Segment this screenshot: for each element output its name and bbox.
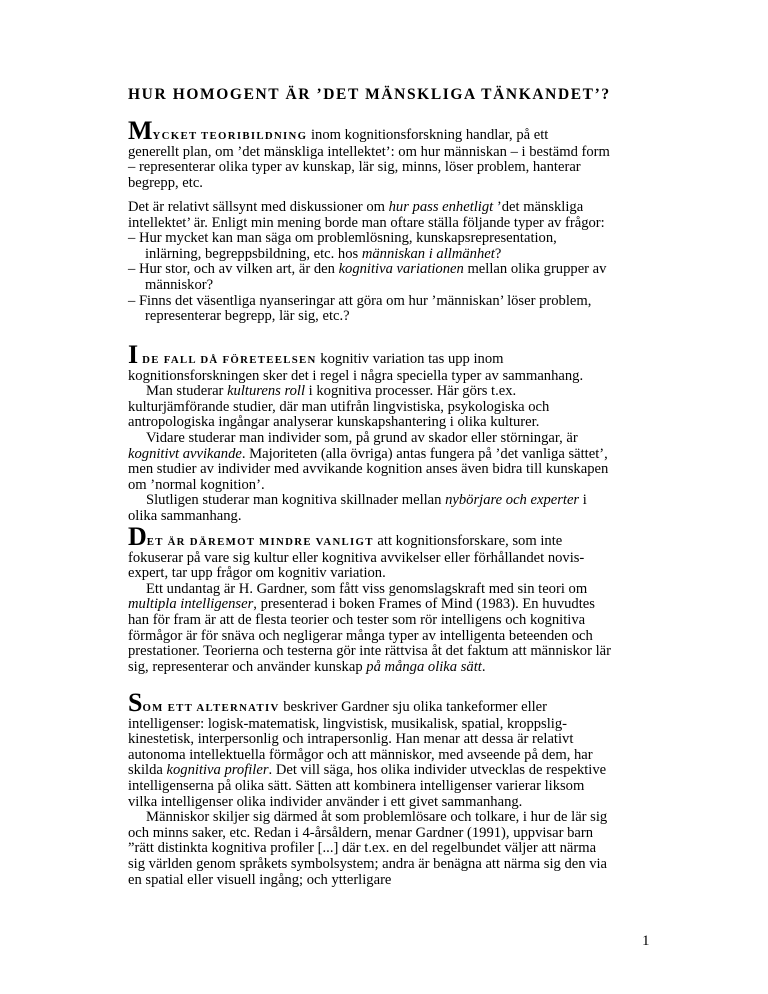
paragraph — [128, 200, 616, 231]
emphasis: nybörjare och experter — [445, 492, 580, 509]
drop-initial: D — [128, 522, 147, 551]
list-item — [128, 231, 616, 262]
section-2 — [128, 340, 616, 525]
paragraph: generellt plan, om ’det mänskliga intellektet’: om hur människan – i bestämd form – representerar olika typer av kunskap, lär sig, minns, löser problem, hanterar begrepp, etc. — [128, 143, 610, 191]
text: i kognitiva processer. Här görs t.ex. kulturjämförande studier, där man utifrån lingvistiska, psykologiska och antropologiska ingångar analyserar kunskapshantering i olika kulturer. — [128, 383, 550, 431]
emphasis: människan i allmänhet — [361, 245, 495, 262]
lead-text: kognitiv variation tas upp inom — [316, 351, 504, 367]
emphasis: multipla intelligenser — [128, 596, 254, 613]
smallcaps-lead: OM ETT ALTERNATIV — [142, 702, 280, 714]
section-3 — [128, 522, 616, 675]
text: . Majoriteten (alla övriga) antas fungera på ’det vanliga sättet’, men studier av individer med avvikande kognition anses även bidra till kunskapen om ’normal kognition’. — [128, 445, 609, 493]
smallcaps-lead: DE FALL DÅ FÖRETEELSEN — [138, 354, 317, 366]
section-1 — [128, 116, 616, 191]
smallcaps-lead: ET ÄR DÄREMOT MINDRE VANLIGT — [146, 536, 374, 548]
paragraph — [128, 717, 616, 811]
section-1-lead — [128, 116, 616, 145]
emphasis: kognitiva profiler — [166, 762, 269, 779]
list-item: – Finns det väsentliga nyanseringar att göra om hur ’människan’ löser problem, representerar begrepp, lär sig, etc.? — [128, 292, 592, 325]
drop-initial: I — [128, 340, 139, 369]
section-questions — [128, 200, 616, 325]
emphasis: kognitiva variationen — [338, 261, 464, 278]
emphasis: kognitivt avvikande — [128, 445, 242, 462]
text: mellan olika grupper av människor? — [145, 261, 607, 293]
paragraph — [128, 493, 616, 524]
paragraph: Människor skiljer sig därmed åt som problemlösare och tolkare, i hur de lär sig och minns saker, etc. Redan i 4-årsåldern, menar Gardner (1991), uppvisar barn ”rätt distinkta kognitiva profiler [...] där t.ex. en del regelbundet väljer att närma sig världen genom språkets symbolsystem; andra är benägna att närma sig den via en spatial eller visuell ingång; och ytterligare — [128, 809, 608, 888]
drop-initial: S — [128, 688, 143, 717]
text: ’det mänskliga intellektet’ är. Enligt min mening borde man oftare ställa följande typer av frågor: — [128, 199, 605, 231]
paragraph — [128, 384, 616, 431]
emphasis: kulturens roll — [227, 383, 306, 400]
text: ? — [494, 245, 502, 262]
lead-text: beskriver Gardner sju olika tankeformer eller — [279, 699, 548, 715]
text: Det är relativt sällsynt med diskussioner om — [128, 199, 389, 215]
text: i olika sammanhang. — [128, 492, 587, 524]
question-list — [128, 231, 616, 325]
paragraph: fokuserar på vare sig kultur eller kognitiva avvikelser eller förhållandet novis-expert, tar upp frågor om kognitiv variation. — [128, 549, 585, 582]
emphasis: på många olika sätt — [366, 658, 482, 675]
text: , presenterad i boken Frames of Mind (1983). En huvudtes han för fram är att de flesta teorier och tester som rör intelligens och kognitiva förmågor är för snäva och negligerar många typer av intelligenta beteenden och prestationer. Teorierna och testerna gör inte rättvisa åt det faktum att människor lär sig, representerar och använder kunskap — [128, 596, 611, 675]
text: Vidare studerar man individer som, på grund av skador eller störningar, är — [146, 429, 578, 446]
lead-text: att kognitionsforskare, som inte — [373, 533, 563, 549]
section-4-lead — [128, 688, 616, 717]
paragraph: kognitionsforskningen sker det i regel i några speciella typer av sammanhang. — [128, 367, 584, 384]
paragraph — [128, 431, 616, 493]
emphasis: hur pass enhetligt — [388, 199, 494, 215]
smallcaps-lead: YCKET TEORIBILDNING — [152, 130, 308, 142]
section-3-lead — [128, 522, 616, 551]
list-item — [128, 262, 616, 293]
section-4 — [128, 688, 616, 888]
drop-initial: M — [128, 116, 153, 145]
text: Man studerar — [146, 383, 228, 400]
page-number: 1 — [642, 933, 650, 949]
lead-text: inom kognitionsforskning handlar, på ett — [307, 127, 549, 143]
section-2-lead — [128, 340, 616, 369]
page-title: HUR HOMOGENT ÄR ’DET MÄNSKLIGA TÄNKANDET’? — [128, 86, 611, 103]
text: . Det vill säga, hos olika individer utvecklas de respektive intelligenserna på olika sätt. Sätten att kombinera intelligenser varierar liksom vilka intelligenser olika individer använder i ett givet sammanhang. — [128, 762, 607, 810]
text: Ett undantag är H. Gardner, som fått viss genomslagskraft med sin teori om — [146, 580, 588, 597]
text: . — [481, 658, 486, 675]
text: Slutligen studerar man kognitiva skillnader mellan — [146, 492, 446, 509]
text: intelligenser: logisk-matematisk, lingvistisk, musikalisk, spatial, kroppslig-kinestetisk, interpersonlig och intrapersonlig. Han menar att dessa är relativt autonoma intellektuella förmågor och att människor, med avseende på dem, har skilda — [128, 715, 593, 779]
text: – Hur mycket kan man säga om problemlösning, kunskapsrepresentation, inlärning, begreppsbildning, etc. hos — [128, 230, 557, 262]
text: – Hur stor, och av vilken art, är den — [128, 261, 339, 278]
paragraph — [128, 582, 616, 676]
